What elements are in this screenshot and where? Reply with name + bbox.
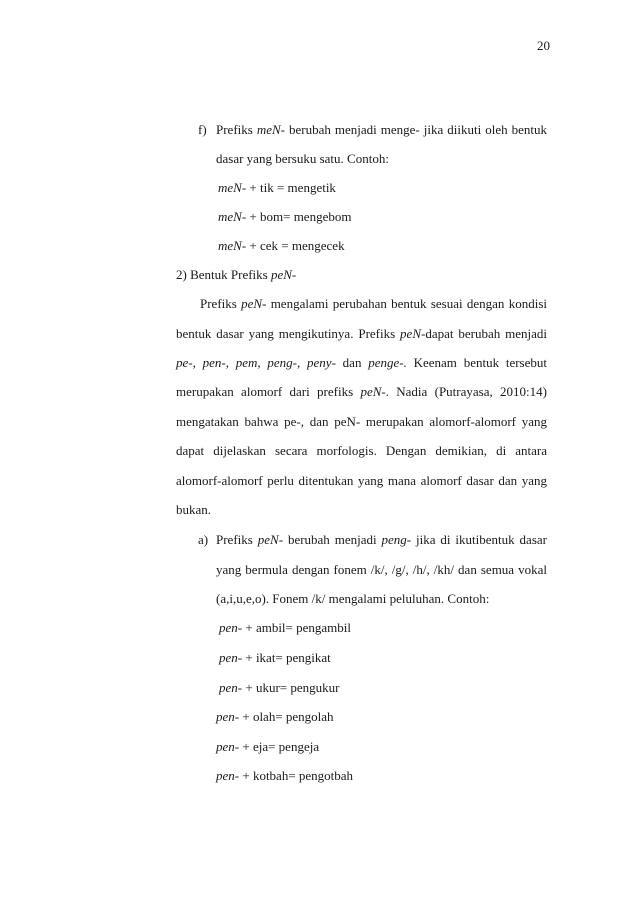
paragraph-line-8: bukan. bbox=[176, 502, 212, 517]
item-f-line-2: dasar yang bersuku satu. Contoh: bbox=[216, 151, 389, 166]
item-a-line-2: yang bermula dengan fonem /k/, /g/, /h/, /kh/ dan semua vokal bbox=[216, 562, 547, 577]
paragraph-line-3: pe-, pen-, pem, peng-, peny- dan penge-. Keenam bentuk tersebut bbox=[176, 355, 547, 370]
paragraph-line-4: merupakan alomorf dari prefiks peN-. Nadia (Putrayasa, 2010:14) bbox=[176, 384, 547, 399]
item-f-example-1: meN- + tik = mengetik bbox=[218, 180, 336, 195]
item-a-example-4: pen- + olah= pengolah bbox=[216, 709, 334, 724]
item-f-marker: f) bbox=[198, 122, 207, 137]
item-a-example-5: pen- + eja= pengeja bbox=[216, 739, 320, 754]
paragraph-line-2: bentuk dasar yang mengikutinya. Prefiks peN-dapat berubah menjadi bbox=[176, 326, 547, 341]
item-a-example-3: pen- + ukur= pengukur bbox=[219, 680, 340, 695]
item-a-example-1: pen- + ambil= pengambil bbox=[219, 620, 352, 635]
section-heading: 2) Bentuk Prefiks peN- bbox=[176, 267, 297, 282]
item-a-example-2: pen- + ikat= pengikat bbox=[219, 650, 331, 665]
item-a-line-1: Prefiks peN- berubah menjadi peng- jika di ikutibentuk dasar bbox=[216, 532, 547, 547]
item-a-example-6: pen- + kotbah= pengotbah bbox=[216, 768, 354, 783]
paragraph-line-7: alomorf-alomorf perlu ditentukan yang mana alomorf dasar dan yang bbox=[176, 473, 547, 488]
paragraph-line-1: Prefiks peN- mengalami perubahan bentuk sesuai dengan kondisi bbox=[200, 296, 547, 311]
item-f-example-2: meN- + bom= mengebom bbox=[218, 209, 352, 224]
paragraph-line-6: dapat dijelaskan secara morfologis. Dengan demikian, di antara bbox=[176, 443, 547, 458]
item-a-marker: a) bbox=[198, 532, 209, 547]
item-a-line-3: (a,i,u,e,o). Fonem /k/ mengalami peluluhan. Contoh: bbox=[216, 591, 490, 606]
page-number: 20 bbox=[537, 38, 550, 53]
paragraph-line-5: mengatakan bahwa pe-, dan peN- merupakan alomorf-alomorf yang bbox=[176, 414, 547, 429]
item-f-line-1: Prefiks meN- berubah menjadi menge- jika diikuti oleh bentuk bbox=[216, 122, 547, 137]
item-f-example-3: meN- + cek = mengecek bbox=[218, 238, 345, 253]
